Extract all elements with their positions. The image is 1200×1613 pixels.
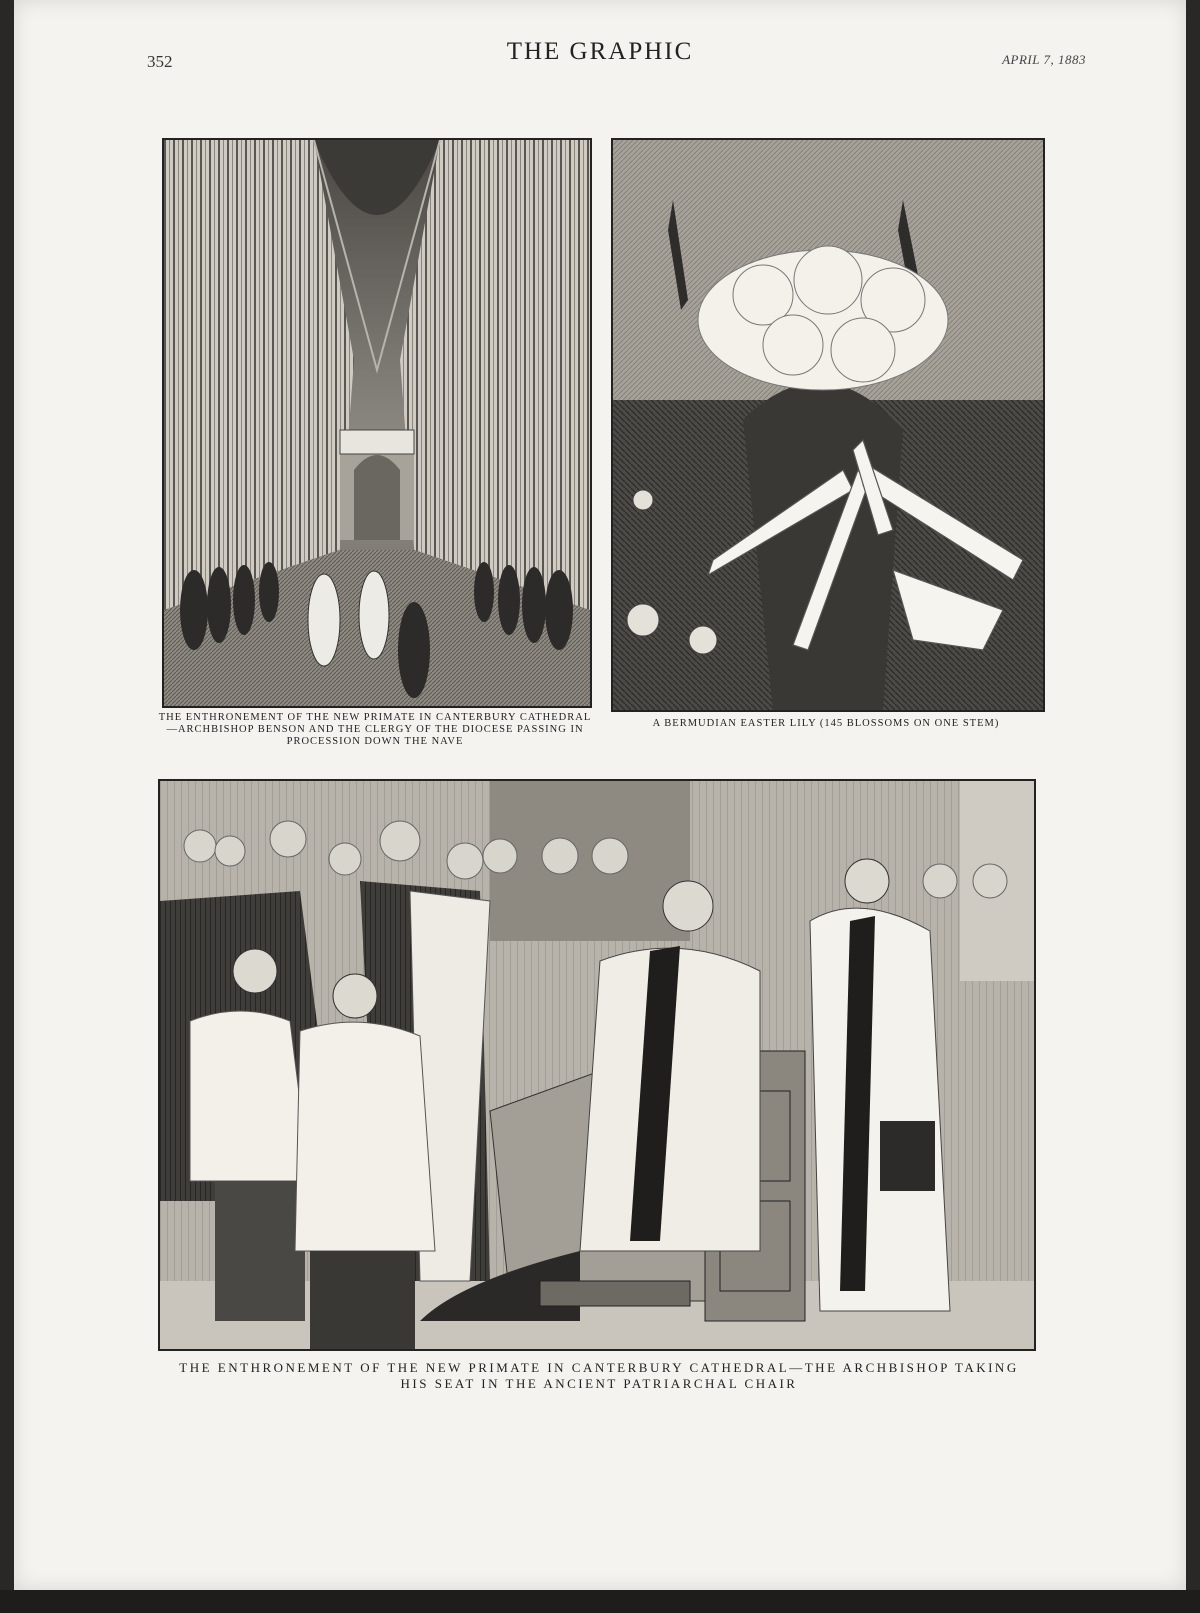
easter-lily-engraving	[611, 138, 1045, 712]
page-number: 352	[147, 52, 173, 71]
easter-lily-caption: A BERMUDIAN EASTER LILY (145 BLOSSOMS ON ONE STEM)	[652, 718, 1000, 729]
scan-bottom-edge	[0, 1590, 1200, 1613]
publication-title: THE GRAPHIC	[506, 38, 694, 65]
newspaper-page	[14, 0, 1186, 1590]
enthronement-chair-caption: THE ENTHRONEMENT OF THE NEW PRIMATE IN CANTERBURY CATHEDRAL—THE ARCHBISHOP TAKING HIS SEAT IN THE ANCIENT PATRIARCHAL CHAIR	[179, 1360, 1019, 1391]
archbishop-enthronement-engraving	[158, 779, 1036, 1351]
issue-date: APRIL 7, 1883	[1002, 52, 1086, 67]
nave-procession-caption: THE ENTHRONEMENT OF THE NEW PRIMATE IN CANTERBURY CATHEDRAL—ARCHBISHOP BENSON AND THE CLERGY OF THE DIOCESE PASSING IN PROCESSION DOWN THE NAVE	[158, 712, 592, 747]
cathedral-nave-engraving	[162, 138, 592, 708]
